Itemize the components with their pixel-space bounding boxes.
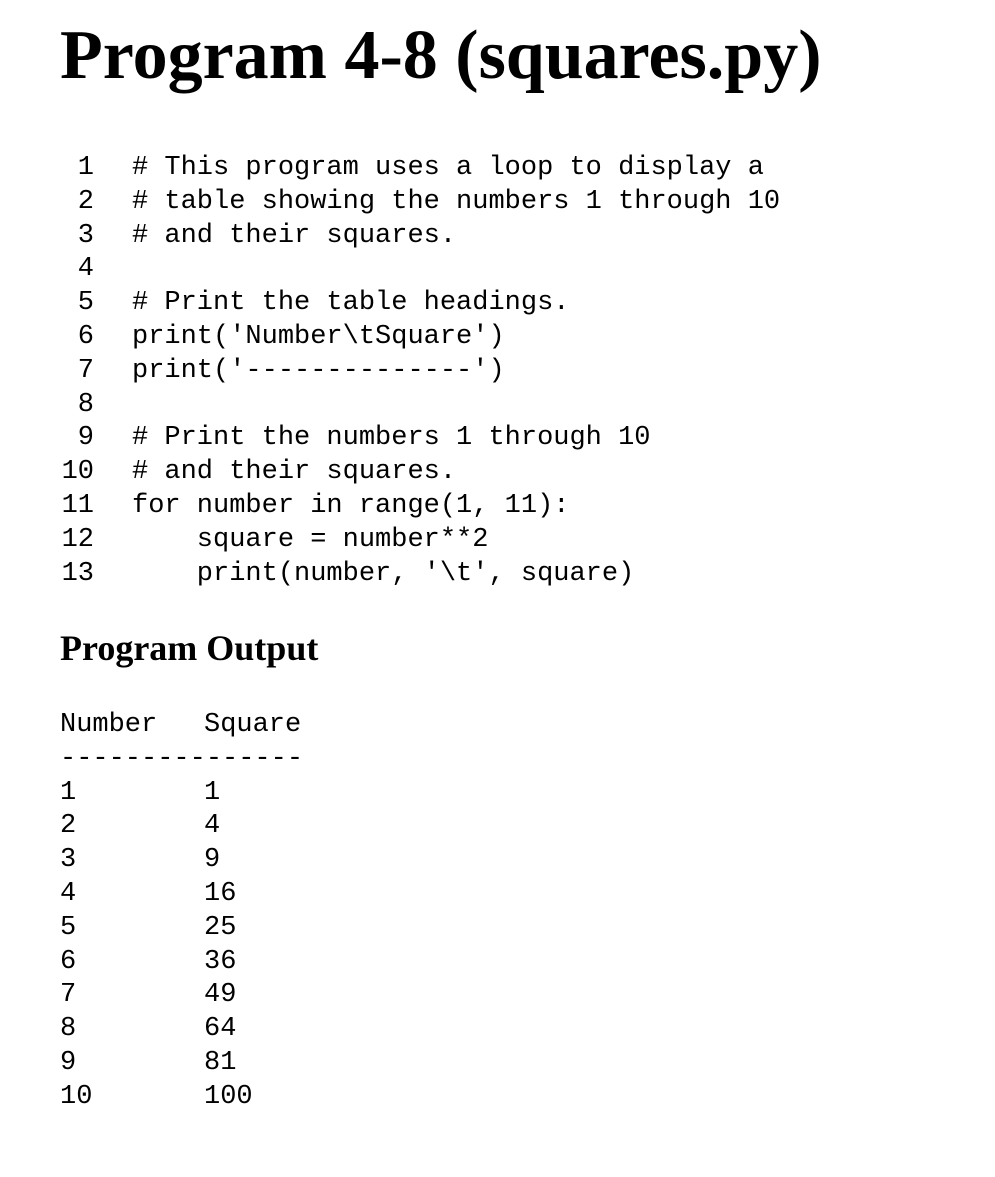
- output-row: [60, 1013, 960, 1047]
- code-text: # and their squares.: [132, 220, 457, 251]
- output-square: 16: [204, 878, 237, 909]
- output-number: 6: [60, 946, 77, 977]
- output-square: 4: [204, 811, 221, 842]
- output-row: [60, 1081, 960, 1115]
- output-number: 2: [60, 811, 77, 842]
- output-rule-row: [60, 743, 960, 777]
- output-square: 9: [204, 845, 221, 876]
- code-line: [0, 422, 995, 456]
- output-row: [60, 912, 960, 946]
- code-text: for number in range(1, 11):: [132, 490, 570, 521]
- line-number: 4: [77, 254, 94, 285]
- code-text: print('Number\tSquare'): [132, 321, 505, 352]
- code-text: # This program uses a loop to display a: [132, 153, 764, 183]
- output-number: 1: [60, 777, 77, 808]
- code-line: [0, 253, 995, 287]
- code-line: [0, 152, 995, 186]
- line-number: 12: [61, 524, 94, 555]
- output-square: 25: [204, 912, 237, 943]
- output-number: 9: [60, 1047, 77, 1078]
- line-number: 5: [77, 288, 94, 319]
- code-line: [0, 456, 995, 490]
- code-line: [0, 186, 995, 220]
- output-number: 10: [60, 1081, 93, 1112]
- code-listing: [0, 152, 995, 591]
- program-output: [60, 709, 960, 1115]
- code-line: [0, 490, 995, 524]
- output-square: 81: [204, 1047, 237, 1078]
- output-row: [60, 1047, 960, 1081]
- output-row: [60, 979, 960, 1013]
- page-title: Program 4-8 (squares.py): [60, 17, 822, 94]
- output-number: 5: [60, 912, 77, 943]
- output-square: 100: [204, 1081, 253, 1112]
- line-number: 11: [61, 490, 94, 521]
- line-number: 2: [77, 186, 94, 217]
- code-line: [0, 321, 995, 355]
- output-row: [60, 810, 960, 844]
- line-number: 8: [77, 389, 94, 420]
- line-number: 1: [77, 153, 94, 183]
- code-line: [0, 220, 995, 254]
- output-row: [60, 844, 960, 878]
- code-line: [0, 524, 995, 558]
- output-square: 64: [204, 1014, 237, 1045]
- output-number: 7: [60, 980, 77, 1011]
- code-text: # Print the numbers 1 through 10: [132, 423, 651, 454]
- code-line: [0, 389, 995, 423]
- output-number: 8: [60, 1014, 77, 1045]
- code-text: square = number**2: [132, 524, 489, 555]
- output-square: 36: [204, 946, 237, 977]
- output-rule: ---------------: [60, 743, 304, 774]
- output-row: [60, 878, 960, 912]
- output-heading: Program Output: [60, 628, 319, 668]
- code-text: print(number, '\t', square): [132, 558, 635, 589]
- output-header-row: [60, 709, 960, 743]
- line-number: 9: [77, 423, 94, 454]
- line-number: 13: [61, 558, 94, 589]
- output-header-number: Number: [60, 710, 158, 740]
- output-square: 49: [204, 980, 237, 1011]
- output-square: 1: [204, 777, 221, 808]
- code-line: [0, 558, 995, 592]
- line-number: 6: [77, 321, 94, 352]
- output-header-square: Square: [204, 710, 302, 740]
- code-line: [0, 287, 995, 321]
- output-number: 3: [60, 845, 77, 876]
- output-row: [60, 777, 960, 811]
- output-row: [60, 946, 960, 980]
- line-number: 3: [77, 220, 94, 251]
- code-text: # table showing the numbers 1 through 10: [132, 186, 781, 217]
- line-number: 10: [61, 457, 94, 488]
- code-text: # Print the table headings.: [132, 288, 570, 319]
- code-text: # and their squares.: [132, 457, 457, 488]
- code-line: [0, 355, 995, 389]
- output-number: 4: [60, 878, 77, 909]
- code-text: print('--------------'): [132, 355, 505, 386]
- line-number: 7: [77, 355, 94, 386]
